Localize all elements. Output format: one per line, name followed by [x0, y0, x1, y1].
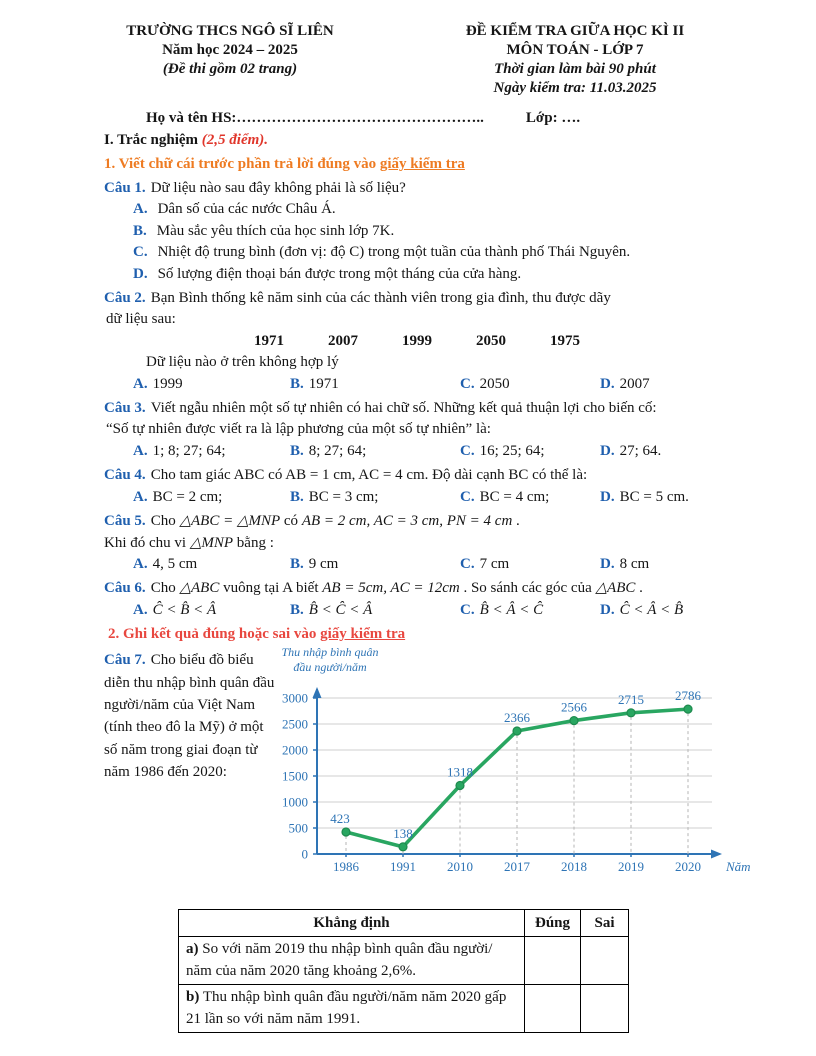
question-2	[104, 288, 740, 395]
question-3-text-line1: Viết ngẫu nhiên một số tự nhiên có hai chữ số. Những kết quả thuận lợi cho biến cố:	[150, 400, 657, 417]
option-c	[460, 600, 600, 621]
question-3	[104, 398, 740, 462]
option-a	[133, 199, 740, 220]
chart-title-line2: đầu người/năm	[293, 660, 367, 675]
statement-a-prefix: a)	[186, 941, 199, 958]
option-text: 9 cm	[308, 555, 339, 572]
question-6-text: Cho △ABC vuông tại A biết AB = 5cm, AC = 12cm . So sánh các góc của △ABC .	[150, 580, 643, 597]
question-2-data-values	[254, 331, 740, 352]
table-row-b	[179, 985, 629, 1033]
svg-text:423: 423	[330, 811, 350, 827]
question-5-options	[133, 554, 740, 575]
question-2-text-line2: dữ liệu sau:	[106, 311, 176, 328]
option-letter: D.	[133, 265, 148, 282]
exam-pages-note: (Đề thi gồm 02 trang)	[162, 61, 298, 77]
section-1-title	[104, 130, 740, 151]
part-2-text: 2. Ghi kết quả đúng hoặc sai vào	[108, 626, 321, 643]
question-5-label: Câu 5.	[104, 513, 146, 530]
question-1	[104, 178, 740, 285]
svg-text:3000: 3000	[282, 690, 308, 706]
question-6	[104, 578, 740, 621]
question-1-label: Câu 1.	[104, 180, 146, 196]
svg-text:1986: 1986	[333, 859, 359, 875]
svg-text:Năm: Năm	[726, 859, 751, 875]
option-letter: B.	[290, 442, 304, 459]
statement-b-prefix: b)	[186, 989, 200, 1006]
section-1-points: (2,5 điểm).	[201, 132, 269, 148]
question-2-options	[133, 374, 740, 395]
option-d	[600, 554, 649, 575]
option-a	[133, 600, 290, 621]
option-letter: D.	[600, 488, 615, 505]
svg-text:2786: 2786	[675, 688, 701, 704]
option-letter: A.	[133, 201, 148, 218]
exam-title: ĐỀ KIỂM TRA GIỮA HỌC KÌ II	[465, 23, 685, 39]
option-letter: A.	[133, 375, 148, 392]
income-chart-figure	[252, 643, 760, 899]
year-value: 1999	[402, 332, 432, 349]
svg-text:1991: 1991	[390, 859, 416, 875]
question-6-stem	[104, 578, 740, 599]
option-text: B̂ < Ĉ < Â	[308, 601, 373, 618]
option-a	[133, 441, 290, 462]
truth-table	[178, 909, 629, 1033]
option-text: Ĉ < Â < B̂	[619, 601, 684, 618]
option-d	[600, 441, 661, 462]
question-6-options	[133, 600, 740, 621]
header-statement: Khẳng định	[179, 910, 525, 937]
option-text: 2007	[619, 375, 650, 392]
question-5-text-line1: Cho △ABC = △MNP có AB = 2 cm, AC = 3 cm, PN = 4 cm .	[150, 513, 520, 530]
year-value: 2050	[476, 332, 506, 349]
statement-b	[179, 985, 525, 1033]
option-b	[133, 221, 740, 242]
option-text: Số lượng điện thoại bán được trong một tháng của cửa hàng.	[157, 265, 522, 282]
question-3-stem	[104, 398, 740, 419]
svg-text:1318: 1318	[447, 764, 473, 780]
option-letter: B.	[290, 375, 304, 392]
svg-text:2017: 2017	[504, 859, 530, 875]
option-text: 1; 8; 27; 64;	[152, 442, 226, 459]
option-b	[290, 554, 460, 575]
svg-text:1000: 1000	[282, 794, 308, 810]
header-left	[104, 22, 356, 98]
option-letter: C.	[460, 488, 475, 505]
option-b	[290, 441, 460, 462]
question-2-label: Câu 2.	[104, 290, 146, 307]
table-row-a	[179, 937, 629, 985]
option-letter: C.	[133, 244, 148, 261]
option-a	[133, 554, 290, 575]
option-d	[600, 374, 650, 395]
option-letter: A.	[133, 488, 148, 505]
question-1-options	[133, 199, 740, 285]
exam-duration: Thời gian làm bài 90 phút	[494, 61, 656, 77]
option-letter: B.	[290, 601, 304, 618]
option-text: BC = 4 cm;	[479, 488, 550, 505]
part-2-underlined: giấy kiểm tra	[320, 626, 406, 643]
option-letter: C.	[460, 555, 475, 572]
question-2-stem	[104, 288, 740, 309]
svg-text:2010: 2010	[447, 859, 473, 875]
chart-title-line1: Thu nhập bình quân	[281, 645, 379, 660]
svg-text:2000: 2000	[282, 742, 308, 758]
svg-text:500: 500	[288, 820, 308, 836]
svg-text:2020: 2020	[675, 859, 701, 875]
part-2-heading	[108, 623, 740, 645]
option-letter: C.	[460, 375, 475, 392]
option-letter: D.	[600, 375, 615, 392]
option-letter: B.	[133, 222, 147, 239]
exam-date: Ngày kiểm tra: 11.03.2025	[493, 80, 657, 96]
section-1-label: I. Trắc nghiệm	[104, 132, 199, 148]
question-3-options	[133, 441, 740, 462]
header-right	[410, 22, 740, 98]
option-text: 1971	[308, 375, 339, 392]
academic-year: Năm học 2024 – 2025	[162, 42, 298, 58]
option-text: Nhiệt độ trung bình (đơn vị: độ C) trong một tuần của thành phố Thái Nguyên.	[157, 244, 631, 261]
option-text: Dân số của các nước Châu Á.	[157, 201, 336, 218]
part-1-text: 1. Viết chữ cái trước phần trả lời đúng vào	[104, 156, 380, 172]
option-letter: D.	[600, 555, 615, 572]
question-1-stem	[104, 178, 740, 199]
subject-title: MÔN TOÁN - LỚP 7	[506, 42, 644, 58]
option-d	[600, 600, 683, 621]
svg-text:0: 0	[301, 846, 308, 862]
question-4-options	[133, 487, 740, 508]
statement-a	[179, 937, 525, 985]
answer-cell-b-false[interactable]	[581, 985, 629, 1033]
option-text: 8; 27; 64;	[308, 442, 367, 459]
exam-header	[104, 22, 740, 98]
option-letter: B.	[290, 488, 304, 505]
part-1-heading	[104, 153, 740, 175]
option-c	[460, 441, 600, 462]
option-b	[290, 487, 460, 508]
option-letter: A.	[133, 601, 148, 618]
option-d	[600, 487, 689, 508]
option-b	[290, 374, 460, 395]
question-5	[104, 511, 740, 575]
option-text: Ĉ < B̂ < Â	[152, 601, 217, 618]
question-4-text: Cho tam giác ABC có AB = 1 cm, AC = 4 cm. Độ dài cạnh BC có thể là:	[150, 467, 588, 484]
option-text: 27; 64.	[619, 442, 662, 459]
option-b	[290, 600, 460, 621]
question-7-text: Cho biểu đồ biểu diễn thu nhập bình quân đầu người/năm của Việt Nam (tính theo đô la Mỹ) ở một số năm trong giai đoạn từ năm 1986 đến 2020:	[104, 652, 275, 781]
svg-text:2566: 2566	[561, 699, 587, 715]
table-header-row	[179, 910, 629, 937]
option-a	[133, 487, 290, 508]
option-c	[460, 554, 600, 575]
option-c	[133, 242, 740, 263]
svg-text:1500: 1500	[282, 768, 308, 784]
option-letter: C.	[460, 442, 475, 459]
answer-cell-a-true[interactable]	[525, 937, 581, 985]
statement-a-text: So với năm 2019 thu nhập bình quân đầu người/ năm của năm 2020 tăng khoảng 2,6%.	[186, 941, 493, 979]
page-content	[104, 22, 751, 1033]
svg-text:2018: 2018	[561, 859, 587, 875]
answer-cell-a-false[interactable]	[581, 937, 629, 985]
question-2-text-line1: Bạn Bình thống kê năm sinh của các thành viên trong gia đình, thu được dãy	[150, 290, 611, 307]
option-letter: D.	[600, 442, 615, 459]
year-value: 1975	[550, 332, 580, 349]
question-6-label: Câu 6.	[104, 580, 146, 597]
svg-text:2019: 2019	[618, 859, 644, 875]
svg-text:2366: 2366	[504, 710, 530, 726]
statement-b-text: Thu nhập bình quân đầu người/năm năm 2020 gấp 21 lần so với năm năm 1991.	[186, 989, 507, 1027]
question-3-text-line2: “Số tự nhiên được viết ra là lập phương của một số tự nhiên” là:	[106, 421, 491, 438]
class-field[interactable]: Lớp: ….	[525, 110, 581, 126]
year-value: 1971	[254, 332, 284, 349]
header-true: Đúng	[525, 910, 581, 937]
option-text: 7 cm	[479, 555, 510, 572]
question-4	[104, 465, 740, 508]
student-info-line	[146, 108, 740, 128]
option-text: BC = 5 cm.	[619, 488, 689, 505]
part-1-underlined: giấy kiểm tra	[379, 156, 465, 172]
option-letter: A.	[133, 442, 148, 459]
option-text: 1999	[152, 375, 183, 392]
question-7	[104, 645, 751, 901]
question-5-stem	[104, 511, 740, 532]
option-letter: A.	[133, 555, 148, 572]
option-letter: D.	[600, 601, 615, 618]
question-1-text: Dữ liệu nào sau đây không phải là số liệu?	[150, 180, 406, 196]
option-text: 16; 25; 64;	[479, 442, 545, 459]
student-name-field[interactable]: Họ và tên HS:…………………………………………..	[146, 110, 484, 126]
option-d	[133, 264, 740, 285]
option-letter: C.	[460, 601, 475, 618]
year-value: 2007	[328, 332, 358, 349]
option-text: BC = 2 cm;	[152, 488, 223, 505]
option-text: 2050	[479, 375, 510, 392]
question-7-label: Câu 7.	[104, 652, 146, 669]
option-text: BC = 3 cm;	[308, 488, 379, 505]
option-text: Màu sắc yêu thích của học sinh lớp 7K.	[156, 222, 395, 239]
answer-cell-b-true[interactable]	[525, 985, 581, 1033]
option-c	[460, 487, 600, 508]
option-a	[133, 374, 290, 395]
svg-text:2500: 2500	[282, 716, 308, 732]
option-text: B̂ < Â < Ĉ	[479, 601, 544, 618]
income-chart	[252, 643, 760, 899]
question-4-label: Câu 4.	[104, 467, 146, 484]
option-letter: B.	[290, 555, 304, 572]
question-4-stem	[104, 465, 740, 486]
option-text: 8 cm	[619, 555, 650, 572]
question-3-label: Câu 3.	[104, 400, 146, 417]
school-name: TRƯỜNG THCS NGÔ SĨ LIÊN	[126, 23, 334, 39]
option-text: 4, 5 cm	[152, 555, 198, 572]
question-2-note: Dữ liệu nào ở trên không hợp lý	[146, 354, 339, 371]
option-c	[460, 374, 600, 395]
question-5-text-line2: Khi đó chu vi △MNP bằng :	[104, 534, 274, 551]
svg-text:2715: 2715	[618, 691, 644, 707]
header-false: Sai	[581, 910, 629, 937]
svg-text:138: 138	[393, 825, 413, 841]
